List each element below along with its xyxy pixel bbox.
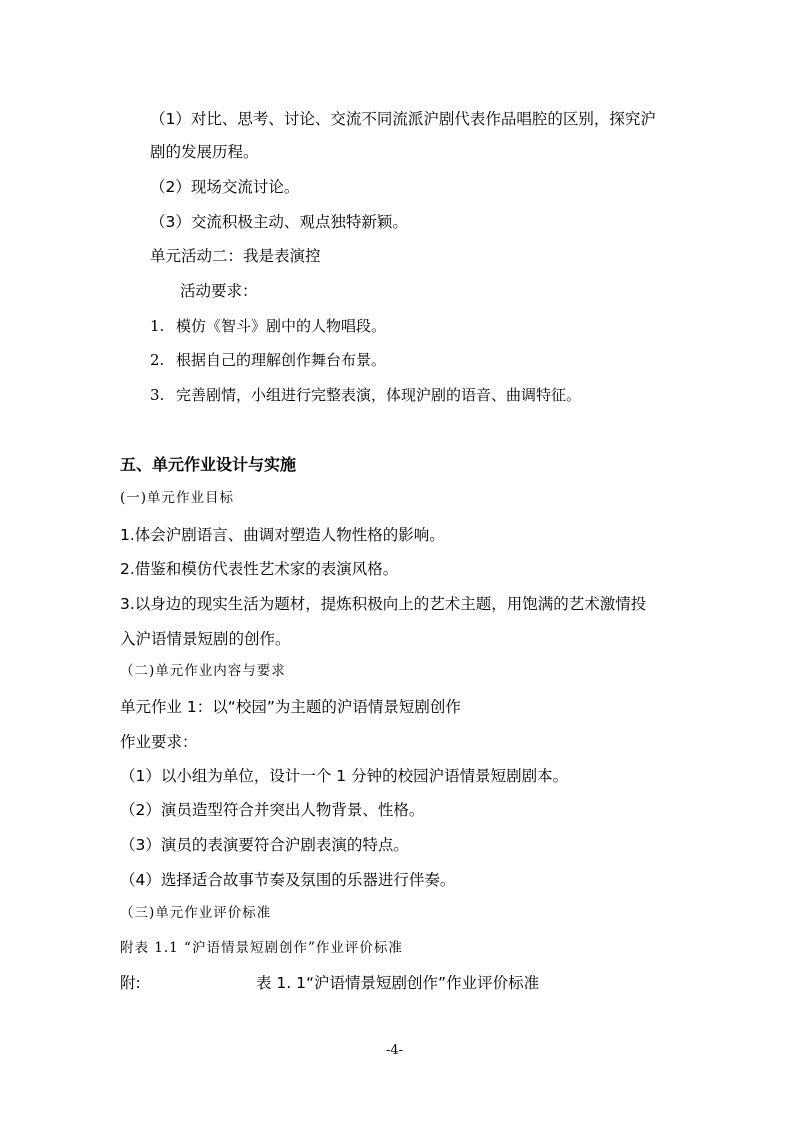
- item-number: 3.: [150, 386, 165, 404]
- activity-2-title: 单元活动二：我是表演控: [150, 247, 321, 265]
- item-text: 完善剧情，小组进行完整表演，体现沪剧的语音、曲调特征。: [176, 386, 582, 404]
- criteria-heading: （三)单元作业评价标准: [120, 905, 272, 921]
- appendix-label: 附:: [120, 974, 141, 992]
- discussion-item-1-line-2: 剧的发展历程。: [150, 143, 259, 161]
- activity-2-item-2: [150, 353, 386, 368]
- homework-item-2: （2）演员造型符合并突出人物背景、性格。: [120, 801, 425, 819]
- discussion-item-3: （3）交流积极主动、观点独特新颖。: [150, 213, 408, 231]
- section-5-heading: 五、单元作业设计与实施: [120, 455, 297, 474]
- item-number: 1.: [150, 317, 165, 335]
- objective-3-line-1: 3.以身边的现实生活为题材，提炼积极向上的艺术主题，用饱满的艺术激情投: [120, 595, 647, 613]
- objectives-heading: (一)单元作业目标: [120, 490, 235, 506]
- discussion-item-2: （2）现场交流讨论。: [150, 178, 300, 196]
- content-heading: （二)单元作业内容与要求: [120, 663, 286, 679]
- homework-item-4: （4）选择适合故事节奏及氛围的乐器进行伴奏。: [120, 871, 456, 889]
- homework-item-3: （3）演员的表演要符合沪剧表演的特点。: [120, 836, 409, 854]
- item-number: 2.: [150, 351, 165, 369]
- page-number: -4-: [386, 1043, 404, 1058]
- objective-1: 1.体会沪剧语言、曲调对塑造人物性格的影响。: [120, 526, 445, 544]
- appendix-caption: 附表 1.1 “沪语情景短剧创作”作业评价标准: [120, 940, 403, 956]
- objective-3-line-2: 入沪语情景短剧的创作。: [120, 630, 291, 648]
- activity-2-requirements-label: 活动要求：: [180, 282, 258, 300]
- activity-2-item-3: [150, 388, 581, 403]
- item-text: 模仿《智斗》剧中的人物唱段。: [176, 317, 387, 335]
- discussion-item-1-line-1: （1）对比、思考、讨论、交流不同流派沪剧代表作品唱腔的区别，探究沪: [150, 110, 656, 128]
- activity-2-item-1: [150, 319, 386, 334]
- table-caption: 表 1. 1“沪语情景短剧创作”作业评价标准: [256, 974, 540, 992]
- item-text: 根据自己的理解创作舞台布景。: [176, 351, 387, 369]
- objective-2: 2.借鉴和模仿代表性艺术家的表演风格。: [120, 560, 399, 578]
- homework-item-1: （1）以小组为单位，设计一个 1 分钟的校园沪语情景短剧剧本。: [120, 767, 569, 785]
- homework-requirements-label: 作业要求：: [120, 733, 198, 751]
- homework-title: 单元作业 1：以“校园”为主题的沪语情景短剧创作: [120, 698, 461, 716]
